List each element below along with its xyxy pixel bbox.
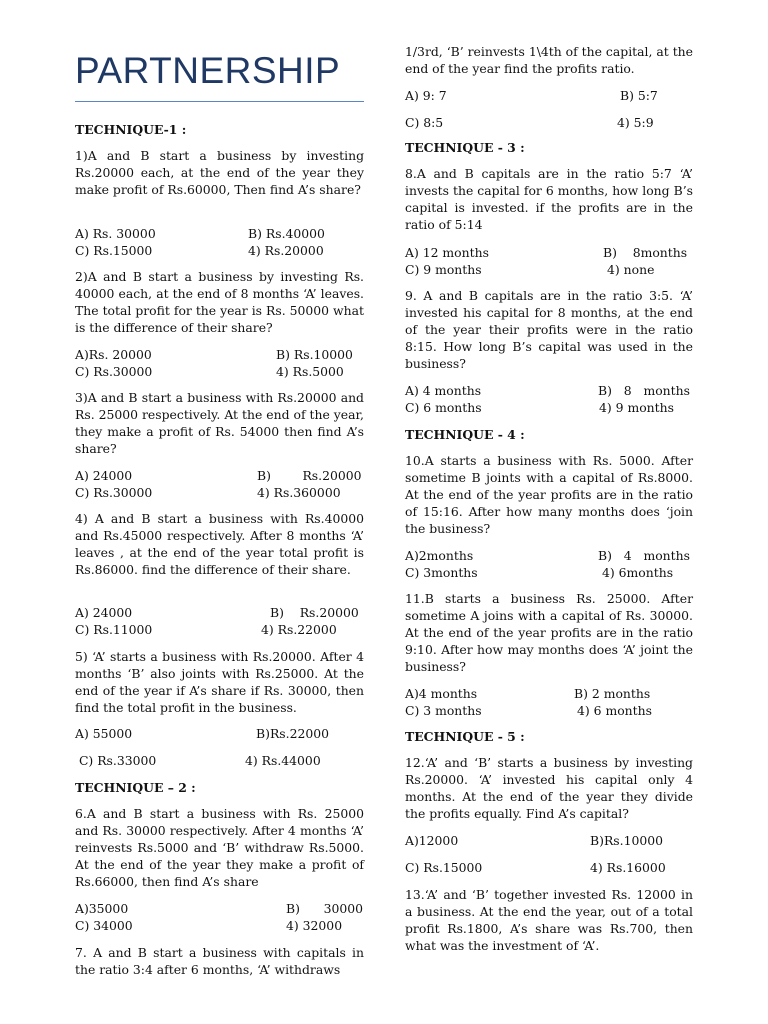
technique-3-heading: TECHNIQUE - 3 : — [405, 140, 525, 155]
question-12: 12.‘A’ and ‘B’ starts a business by investing Rs.20000. ‘A’ invested his capital only 4 months. At the end of the year they divide the profits equally. Find A’s capital? — [405, 755, 693, 822]
question-6: 6.A and B start a business with Rs. 25000 and Rs. 30000 respectively. After 4 months ‘A’ reinvests Rs.5000 and ‘B’ withdraw Rs.5000. At the end of the year they make a profit of Rs.66000, then find A’s share — [75, 806, 364, 890]
q11-option-a: A)4 months — [405, 686, 478, 701]
q8-option-a: A) 12 months — [405, 245, 489, 260]
q12-option-c: C) Rs.15000 — [405, 860, 483, 875]
question-7: 7. A and B start a business with capitals in the ratio 3:4 after 6 months, ‘A’ withdraws — [75, 945, 364, 978]
q6-option-b: B) 30000 — [286, 901, 363, 916]
q11-option-c: C) 3 months — [405, 703, 482, 718]
question-9: 9. A and B capitals are in the ratio 3:5. ‘A’ invested his capital for 8 months, at the end of the year their profits were in the ratio 8:15. How long B’s capital was used in the business? — [405, 288, 693, 372]
q12-option-d: 4) Rs.16000 — [590, 860, 666, 875]
technique-4-heading: TECHNIQUE - 4 : — [405, 427, 525, 442]
q5-option-c: C) Rs.33000 — [75, 753, 157, 768]
q10-option-b: B) 4 months — [598, 548, 690, 563]
q5-option-d: 4) Rs.44000 — [245, 753, 321, 768]
question-5: 5) ‘A’ starts a business with Rs.20000. After 4 months ‘B’ also joints with Rs.25000. At the end of the year if A’s share if Rs. 30000, then find the total profit in the business. — [75, 649, 364, 716]
q4-option-a: A) 24000 — [75, 605, 133, 620]
question-3: 3)A and B start a business with Rs.20000 and Rs. 25000 respectively. At the end of the year, they make a profit of Rs. 54000 then find A’s share? — [75, 390, 364, 457]
technique-2-heading: TECHNIQUE – 2 : — [75, 780, 196, 795]
q1-option-a: A) Rs. 30000 — [75, 226, 156, 241]
q9-option-d: 4) 9 months — [599, 400, 674, 415]
q6-option-a: A)35000 — [75, 901, 129, 916]
q5-option-b: B)Rs.22000 — [256, 726, 329, 741]
q7-option-b: B) 5:7 — [620, 88, 658, 103]
q9-option-c: C) 6 months — [405, 400, 482, 415]
q10-option-c: C) 3months — [405, 565, 478, 580]
q1-option-b: B) Rs.40000 — [248, 226, 325, 241]
q12-option-b: B)Rs.10000 — [590, 833, 663, 848]
q10-option-a: A)2months — [405, 548, 474, 563]
q5-option-a: A) 55000 — [75, 726, 133, 741]
question-4: 4) A and B start a business with Rs.40000 and Rs.45000 respectively. After 8 months ‘A’ leaves , at the end of the year total profit is Rs.86000. find the difference of their share. — [75, 511, 364, 578]
q10-option-d: 4) 6months — [602, 565, 674, 580]
q9-option-a: A) 4 months — [405, 383, 482, 398]
q4-option-c: C) Rs.11000 — [75, 622, 153, 637]
q1-option-c: C) Rs.15000 — [75, 243, 153, 258]
q11-option-d: 4) 6 months — [577, 703, 652, 718]
q2-option-c: C) Rs.30000 — [75, 364, 153, 379]
q3-option-d: 4) Rs.360000 — [257, 485, 341, 500]
q2-option-b: B) Rs.10000 — [276, 347, 353, 362]
q6-option-c: C) 34000 — [75, 918, 133, 933]
q7-option-d: 4) 5:9 — [617, 115, 654, 130]
q3-option-c: C) Rs.30000 — [75, 485, 153, 500]
q8-option-c: C) 9 months — [405, 262, 482, 277]
question-8: 8.A and B capitals are in the ratio 5:7 ‘A’ invests the capital for 6 months, how long B’s capital is invested. if the profits are in the ratio of 5:14 — [405, 166, 693, 233]
q3-option-a: A) 24000 — [75, 468, 133, 483]
q2-option-a: A)Rs. 20000 — [75, 347, 152, 362]
q8-option-d: 4) none — [607, 262, 655, 277]
question-10: 10.A starts a business with Rs. 5000. After sometime B joints with a capital of Rs.8000. At the end of the year profits are in the ratio of 15:16. After how many months does ‘join the business? — [405, 453, 693, 537]
page-title: PARTNERSHIP — [75, 50, 341, 91]
q3-option-b: B) Rs.20000 — [257, 468, 362, 483]
question-13: 13.‘A’ and ‘B’ together invested Rs. 12000 in a business. At the end the year, out of a total profit Rs.1800, A’s share was Rs.700, then what was the investment of ‘A’. — [405, 887, 693, 954]
q12-option-a: A)12000 — [405, 833, 459, 848]
q4-option-b: B) Rs.20000 — [270, 605, 359, 620]
title-underline — [75, 101, 364, 102]
q2-option-d: 4) Rs.5000 — [276, 364, 344, 379]
question-2: 2)A and B start a business by investing Rs. 40000 each, at the end of 8 months ‘A’ leaves. The total profit for the year is Rs. 50000 what is the difference of their share? — [75, 269, 364, 336]
q9-option-b: B) 8 months — [598, 383, 690, 398]
q7-option-a: A) 9: 7 — [405, 88, 447, 103]
q6-option-d: 4) 32000 — [286, 918, 343, 933]
question-11: 11.B starts a business Rs. 25000. After sometime A joins with a capital of Rs. 30000. At the end of the year profits are in the ratio 9:10. After how may months does ‘A’ joint the business? — [405, 591, 693, 675]
q1-option-d: 4) Rs.20000 — [248, 243, 324, 258]
q11-option-b: B) 2 months — [574, 686, 651, 701]
technique-1-heading: TECHNIQUE-1 : — [75, 122, 187, 137]
question-1: 1)A and B start a business by investing Rs.20000 each, at the end of the year they make profit of Rs.60000, Then find A’s share? — [75, 148, 364, 198]
q8-option-b: B) 8months — [603, 245, 688, 260]
technique-5-heading: TECHNIQUE - 5 : — [405, 729, 525, 744]
question-7-continued: 1/3rd, ‘B’ reinvests 1\4th of the capital, at the end of the year find the profits ratio. — [405, 44, 693, 77]
q7-option-c: C) 8:5 — [405, 115, 444, 130]
q4-option-d: 4) Rs.22000 — [261, 622, 337, 637]
